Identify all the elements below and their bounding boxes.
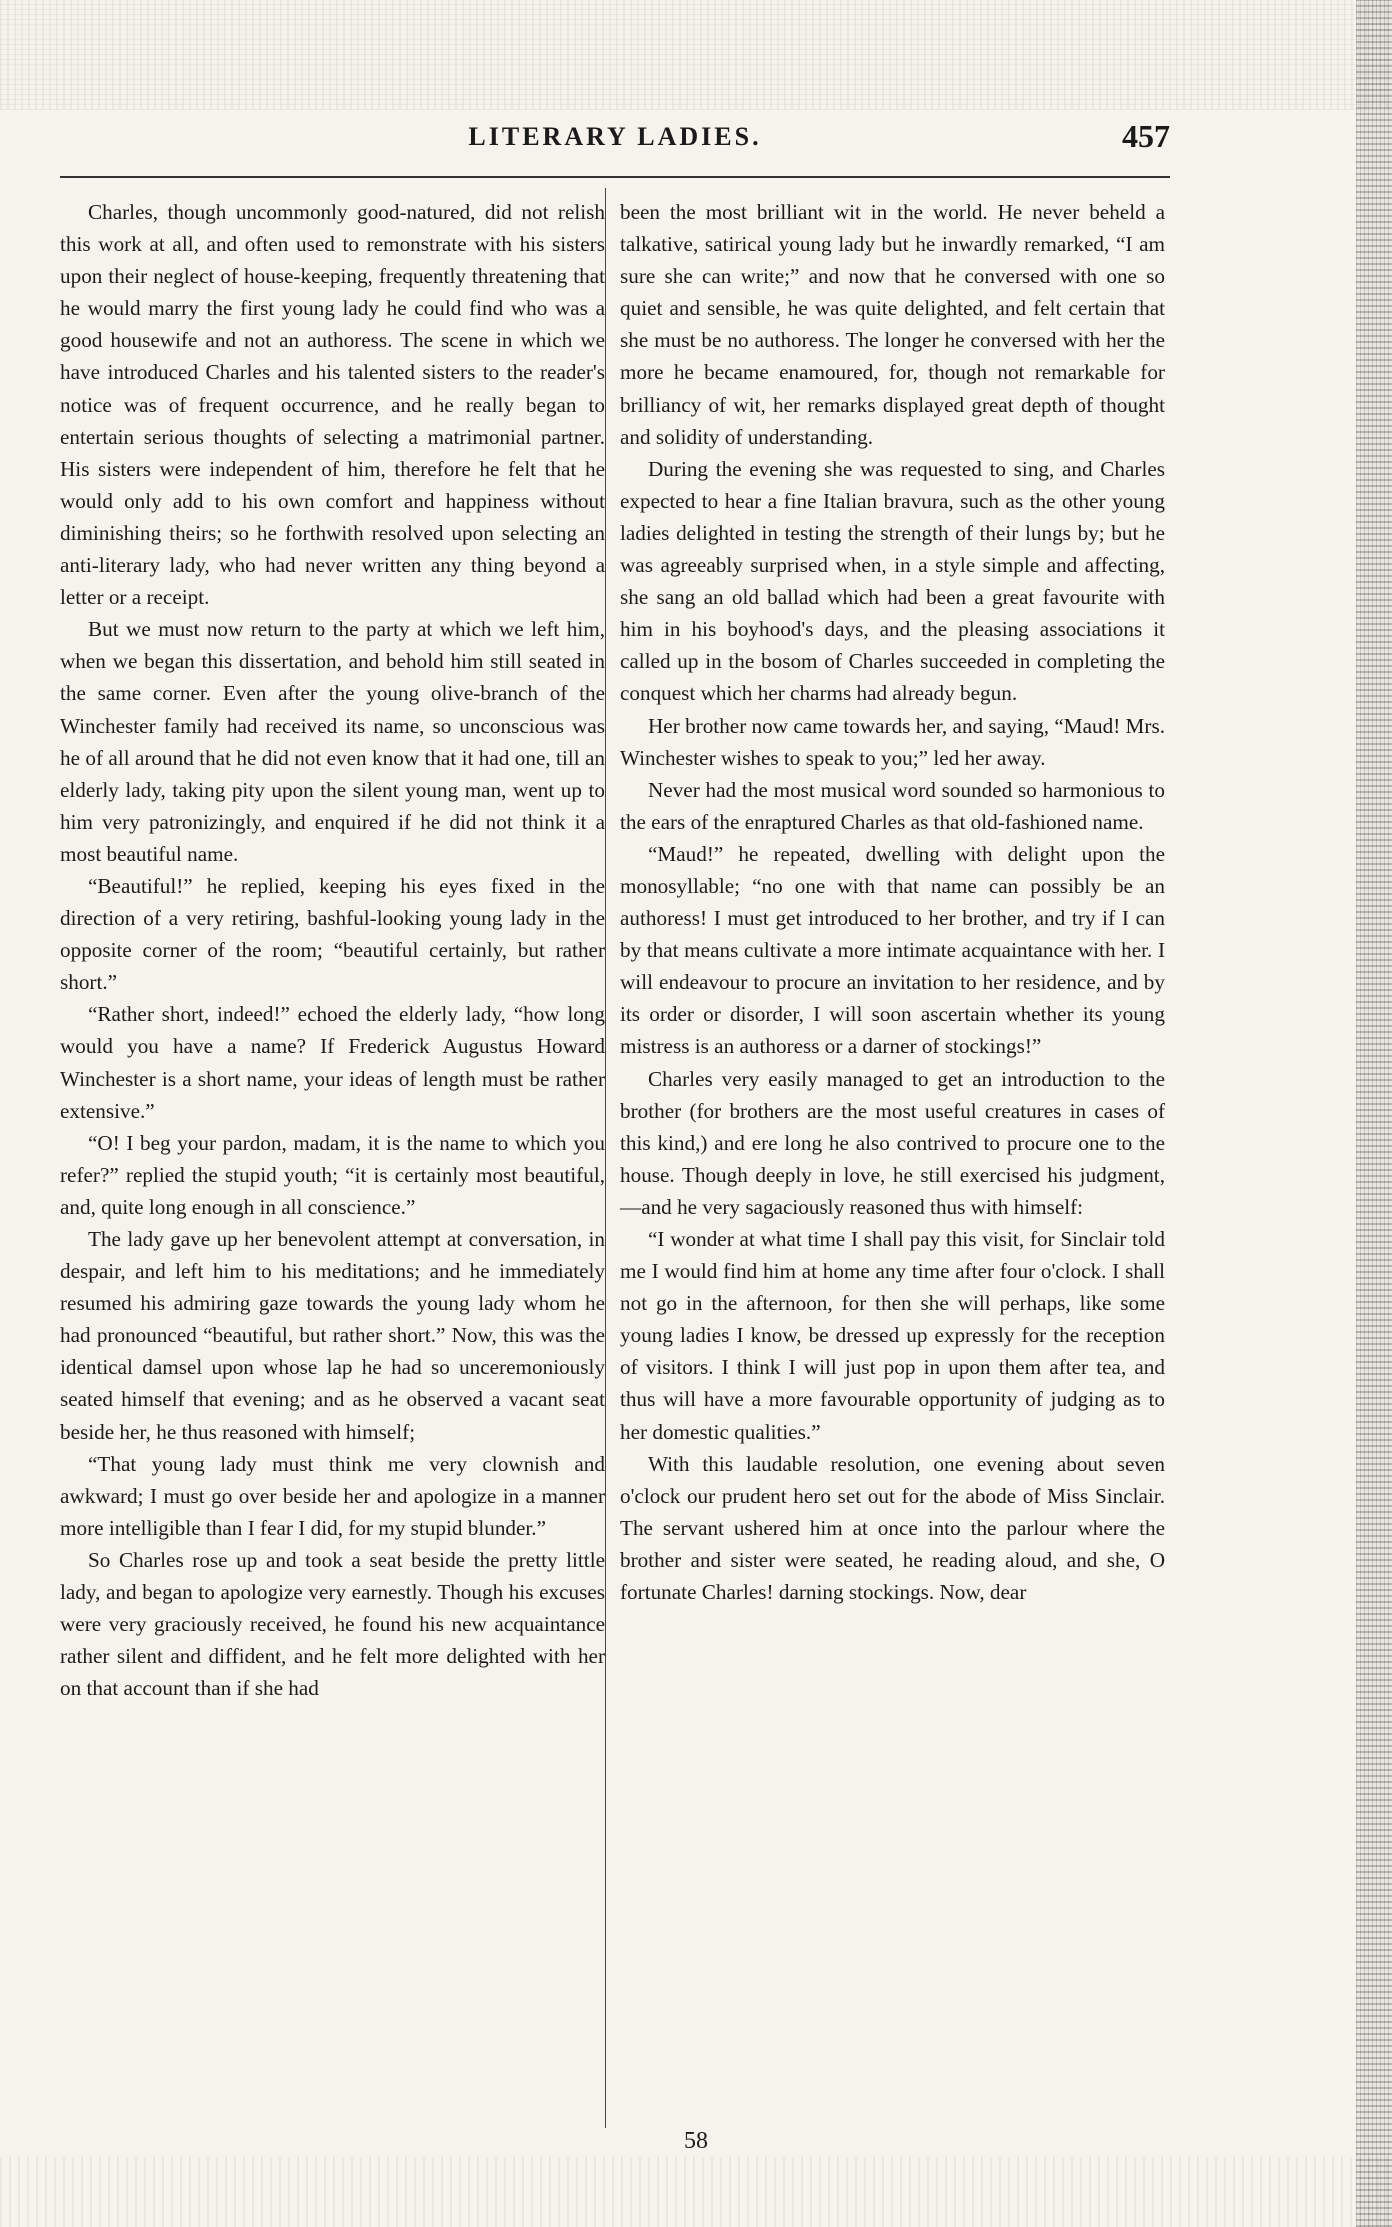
- paragraph: The lady gave up her benevolent attempt at conversation, in despair, and left him to his meditations; and he immediately resumed his admiring gaze towards the young lady whom he had pronounced “beautiful, but rather short.” Now, this was the identical damsel upon whose lap he had so unceremoniously seated himself that evening; and as he observed a vacant seat beside her, he thus reasoned with himself;: [60, 1227, 605, 1444]
- paragraph: With this laudable resolution, one evening about seven o'clock our prudent hero set out for the abode of Miss Sinclair. The servant ushered him at once into the parlour where the brother and sister were seated, he reading aloud, and she, O fortunate Charles! darning stockings. Now, dear: [620, 1451, 1165, 1605]
- paragraph: “O! I beg your pardon, madam, it is the name to which you refer?” replied the stupid youth; “it is certainly most beautiful, and, quite long enough in all conscience.”: [60, 1130, 605, 1219]
- paragraph: Her brother now came towards her, and saying, “Maud! Mrs. Winchester wishes to speak to you;” led her away.: [620, 713, 1165, 770]
- paragraph: been the most brilliant wit in the world. He never beheld a talkative, satirical young lady but he inwardly remarked, “I am sure she can write;” and now that he conversed with one so quiet and sensible, he was quite delighted, and felt certain that she must be no authoress. The longer he conversed with her the more he became enamoured, for, though not remarkable for brilliancy of wit, her remarks displayed great depth of thought and solidity of understanding.: [620, 200, 1165, 449]
- signature-mark: 58: [684, 2128, 708, 2154]
- scan-noise-bottom: [0, 2157, 1392, 2227]
- paragraph: Charles, though uncommonly good-natured, did not relish this work at all, and often used to remonstrate with his sisters upon their neglect of house-keeping, frequently threatening that he would marry the first young lady he could find who was a good housewife and not an authoress. The scene in which we have introduced Charles and his talented sisters to the reader's notice was of frequent occurrence, and he really began to entertain serious thoughts of selecting a matrimonial partner. His sisters were independent of him, therefore he felt that he would only add to his own comfort and happiness without diminishing theirs; so he forthwith resolved upon selecting an anti-literary lady, who had never written any thing beyond a letter or a receipt.: [60, 200, 605, 610]
- paragraph: During the evening she was requested to sing, and Charles expected to hear a fine Italian bravura, such as the other young ladies delighted in testing the strength of their lungs by; but he was agreeably surprised when, in a style simple and affecting, she sang an old ballad which had been a great favourite with him in his boyhood's days, and the pleasing associations it called up in the bosom of Charles succeeded in completing the conquest which her charms had already begun.: [620, 456, 1165, 706]
- scan-noise-right-edge: [1356, 0, 1392, 2227]
- left-column: [60, 196, 605, 1704]
- paragraph: Never had the most musical word sounded so harmonious to the ears of the enraptured Charles as that old-fashioned name.: [620, 777, 1165, 834]
- paragraph: So Charles rose up and took a seat beside the pretty little lady, and began to apologize very earnestly. Though his excuses were very graciously received, he found his new acquaintance rather silent and diffident, and he felt more delighted with her on that account than if she had: [60, 1547, 605, 1701]
- page-header: [60, 118, 1170, 160]
- page-number: 457: [1122, 118, 1170, 154]
- paragraph: “Rather short, indeed!” echoed the elderly lady, “how long would you have a name? If Frederick Augustus Howard Winchester is a short name, your ideas of length must be rather extensive.”: [60, 1002, 605, 1123]
- paragraph: But we must now return to the party at which we left him, when we began this dissertation, and behold him still seated in the same corner. Even after the young olive-branch of the Winchester family had received its name, so unconscious was he of all around that he did not even know that it had one, till an elderly lady, taking pity upon the silent young man, went up to him very patronizingly, and enquired if he did not think it a most beautiful name.: [60, 617, 605, 866]
- scan-noise-top: [0, 0, 1392, 110]
- paragraph: “I wonder at what time I shall pay this visit, for Sinclair told me I would find him at home any time after four o'clock. I shall not go in the afternoon, for then she will perhaps, like some young ladies I know, be dressed up expressly for the reception of visitors. I think I will just pop in upon them after tea, and thus will have a more favourable opportunity of judging as to her domestic qualities.”: [620, 1227, 1165, 1444]
- running-title: LITERARY LADIES.: [468, 122, 762, 151]
- paragraph: “That young lady must think me very clownish and awkward; I must go over beside her and apologize in a manner more intelligible than I fear I did, for my stupid blunder.”: [60, 1451, 605, 1540]
- paragraph: “Maud!” he repeated, dwelling with delight upon the monosyllable; “no one with that name can possibly be an authoress! I must get introduced to her brother, and try if I can by that means cultivate a more intimate acquaintance with her. I will endeavour to procure an invitation to her residence, and by its order or disorder, I will soon ascertain whether its young mistress is an authoress or a darner of stockings!”: [620, 841, 1165, 1059]
- column-divider: [605, 188, 606, 2128]
- right-column: [620, 196, 1165, 1608]
- paragraph: “Beautiful!” he replied, keeping his eyes fixed in the direction of a very retiring, bashful-looking young lady in the opposite corner of the room; “beautiful certainly, but rather short.”: [60, 873, 605, 995]
- paragraph: Charles very easily managed to get an introduction to the brother (for brothers are the most useful creatures in cases of this kind,) and ere long he also contrived to procure one to the house. Though deeply in love, he still exercised his judgment,—and he very sagaciously reasoned thus with himself:: [620, 1066, 1165, 1219]
- header-rule: [60, 176, 1170, 178]
